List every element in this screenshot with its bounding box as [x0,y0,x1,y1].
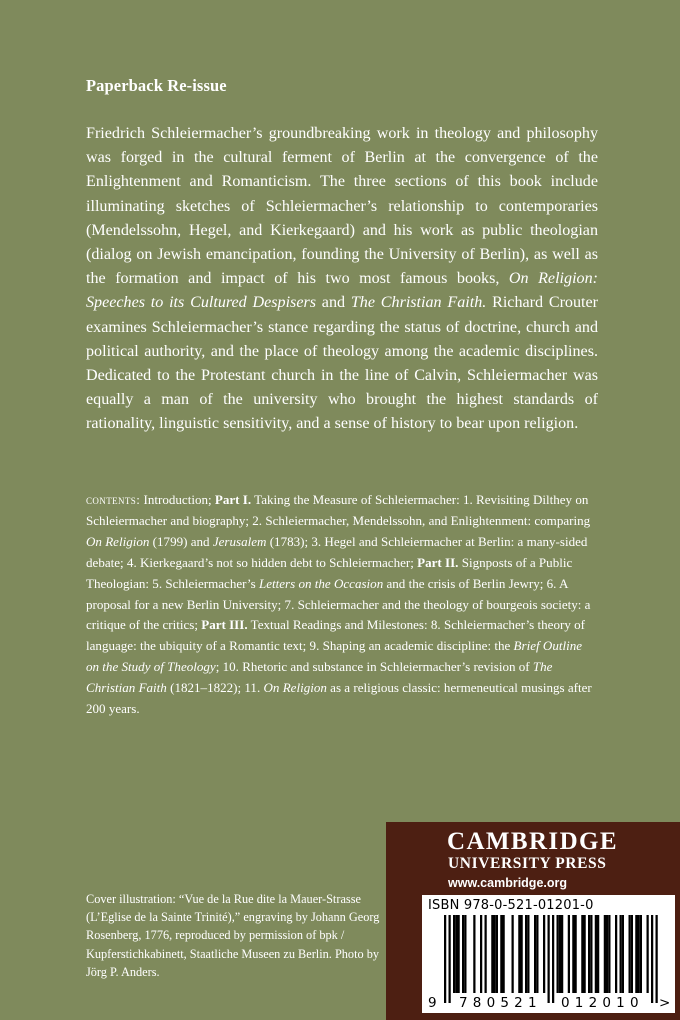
table-of-contents [86,490,598,720]
contents-text: (1821–1822); 11. [166,680,264,696]
barcode-bar [485,915,487,993]
barcode-bar [595,915,597,993]
cover-credit-text: Cover illustration: “Vue de la Rue dite la Mauer-Strasse (L’Eglise de la Sainte Trinité),” engraving by Johann Georg Rosenberg, 1776, reproduced by permission of bpk / Kupferstichkabinett, Staatliche Museen zu Berlin. Photo by Jörg P. Anders. [86,892,380,979]
barcode-bar [631,915,633,993]
contents-text: (1783); 3. Hegel and Schleiermacher at Berlin: a many-sided debate; 4. Kierkegaard’s not so hidden debt to Schleiermacher; [86,533,588,570]
barcode-bar [606,915,608,993]
barcode-bar [581,915,583,993]
barcode-marker: > [659,995,671,1011]
barcode-bar [640,915,642,993]
barcode-bar [615,915,617,993]
barcode-bar [503,915,505,993]
barcode-guard-bar [552,915,554,1003]
contents-text: Introduction; [140,492,215,507]
barcode-bar [647,915,649,993]
barcode-guard-bar [449,915,451,1003]
contents-text: Taking the Measure of Schleiermacher: 1. Revisiting Dilthey on Schleiermacher and biography; 2. Schleiermacher, Mendelssohn, and Enlightenment: comparing [86,492,591,528]
barcode-guard-bar [651,915,653,1003]
part-label: Part II. [417,554,459,570]
description-text: Richard Crouter examines Schleiermacher’s stance regarding the status of doctrine, church and political authority, and the place of theology among the academic disciplines. Dedicated to the Protestant church in the line of Calvin, Schleiermacher was equally a man of the university who brought the highest standards of rationality, linguistic sensitivity, and a sense of history to bear upon religion. [86,294,598,433]
barcode-bar [608,915,610,993]
barcode-bar [494,915,496,993]
book-title: On Religion: Speeches to its Cultured Despisers [86,270,598,312]
contents-text: Signposts of a Public Theologian: 5. Schleiermacher’s [86,554,573,591]
barcode-bar [559,915,561,993]
barcode-bar [518,915,520,993]
barcode-bar [557,915,559,993]
contents-title: Brief Outline on the Study of Theology [86,638,583,675]
contents-title: Letters on the Occasion [258,575,384,591]
barcode-bar [588,915,590,993]
publisher-logo-sub: UNIVERSITY PRESS [448,855,607,872]
barcode-guard-bar [444,915,446,1003]
publisher-box [386,822,680,1020]
barcode-bar [500,915,502,993]
barcode-bar [525,915,527,993]
contents-text: and the crisis of Berlin Jewry; 6. A proposal for a new Berlin University; 7. Schleiermacher and the theology of bourgeois society: a critique of the critics; [86,575,591,633]
heading: Paperback Re-issue [86,76,227,95]
contents-text: Textual Readings and Milestones: 8. Schleiermacher’s theory of language: the ubiquity of a Romantic text; 9. Shaping an academic discipline: the [86,617,585,654]
barcode-digits-right: 012010 [561,995,644,1011]
barcode-bar [458,915,460,993]
barcode-bar [453,915,455,993]
barcode-bar [464,915,466,993]
contents-text: as a religious classic: hermeneutical musings after 200 years. [86,680,592,717]
description-text: and [316,294,351,312]
barcode-bar [620,915,622,993]
contents-label: contents: [86,492,141,507]
barcode-bar [629,915,631,993]
contents-title: On Religion [86,533,150,549]
barcode-digits-left: 780521 [459,995,542,1011]
barcode-bar [462,915,464,993]
book-title: The Christian Faith. [350,294,487,312]
barcode-bar [638,915,640,993]
barcode-bar [604,915,606,993]
barcode-bar [597,915,599,993]
contents-text: (1799) and [149,533,213,549]
barcode-bar [512,915,514,993]
description-text: Friedrich Schleiermacher’s groundbreaking work in theology and philosophy was forged in the cultural ferment of Berlin at the convergence of the Enlightenment and Romanticism. The three sections of this book include illuminating sketches of Schleiermacher’s relationship to contemporaries (Mendelssohn, Hegel, and Kierkegaard) and his work as public theologian (dialog on Jewish emancipation, founding the University of Berlin), as well as the formation and impact of his two most famous books, [86,125,598,288]
publisher-logo-name: CAMBRIDGE [447,828,618,855]
part-label: Part III. [201,617,248,633]
contents-title: Jerusalem [212,533,267,549]
publisher-url: www.cambridge.org [448,876,568,890]
barcode-panel [422,895,675,1013]
barcode-bar [572,915,574,993]
barcode-bar [480,915,482,993]
barcode-guard-bar [548,915,550,1003]
description [86,122,598,437]
barcode-bar [536,915,538,993]
contents-title: On Religion [263,680,327,696]
barcode-bar [622,915,624,993]
barcode-bar [455,915,457,993]
barcode-bar [590,915,592,993]
cover-credit [86,890,386,981]
barcode-bar [473,915,475,993]
barcode-bar [534,915,536,993]
barcode-guard-bar [656,915,658,1003]
barcode-bar [527,915,529,993]
barcode-bar [521,915,523,993]
contents-title: The Christian Faith [86,659,553,696]
isbn-label: ISBN 978-0-521-01201-0 [428,898,594,913]
barcode-bar [561,915,563,993]
barcode-bar [496,915,498,993]
barcode-digit: 9 [428,995,437,1011]
part-label: Part I. [214,492,252,507]
barcode-bar [635,915,637,993]
contents-text: ; 10. Rhetoric and substance in Schleiermacher’s revision of [215,659,533,675]
barcode-bar [491,915,493,993]
barcode-bar [568,915,570,993]
barcode-bar [543,915,545,993]
barcode-bar [584,915,586,993]
barcode-bar [575,915,577,993]
